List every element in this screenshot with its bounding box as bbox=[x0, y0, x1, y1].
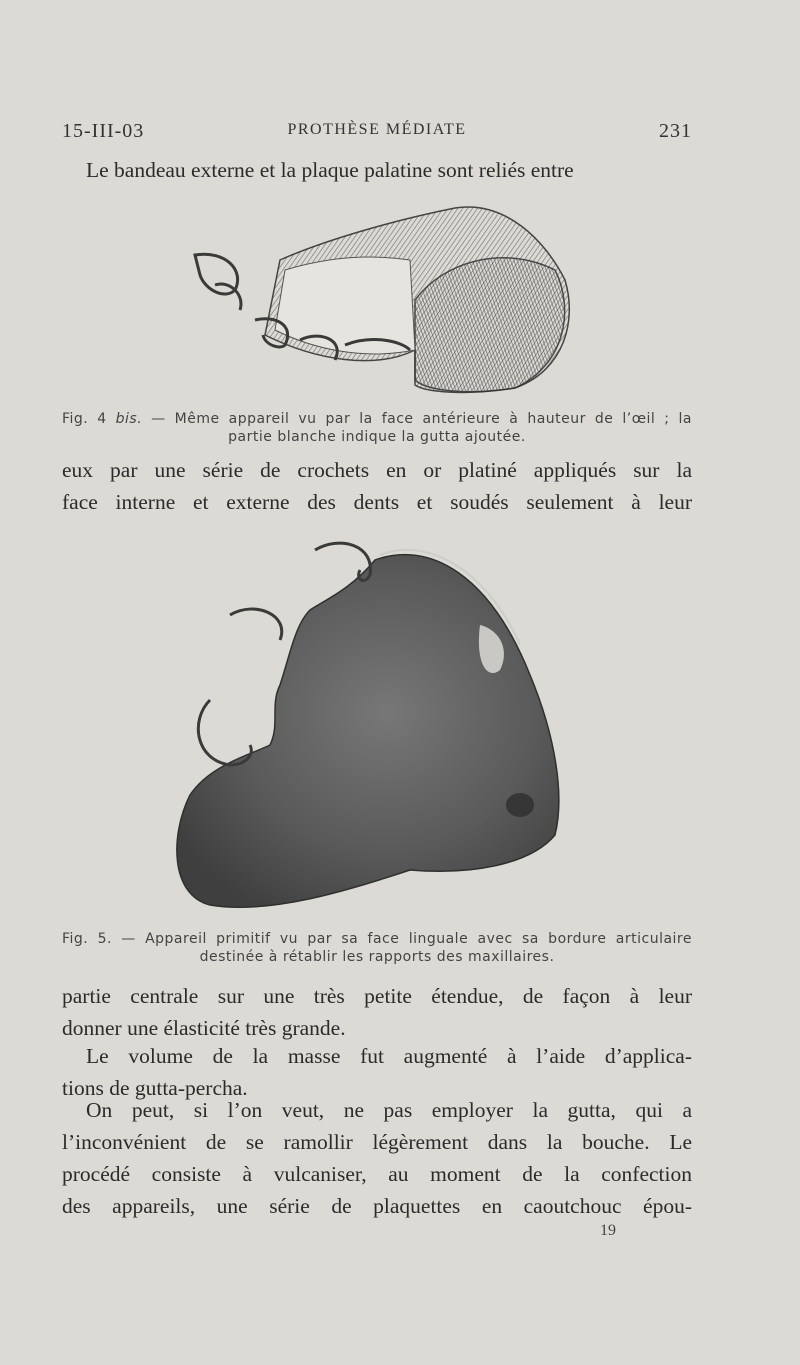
text-line: donner une élasticité très grande. bbox=[62, 1016, 346, 1040]
text-line: l’inconvénient de se ramollir légèrement dans la bouche. Le bbox=[62, 1130, 692, 1154]
figure-4bis-caption bbox=[62, 410, 692, 446]
text-line: face interne et externe des dents et soudés seulement à leur bbox=[62, 490, 692, 514]
text-line: Le volume de la masse fut augmenté à l’aide d’applica- bbox=[86, 1044, 692, 1068]
caption-text: — Appareil primitif vu par sa face linguale avec sa bordure articulaire bbox=[111, 931, 692, 947]
paragraph-5 bbox=[62, 1094, 692, 1222]
figure-5-illustration bbox=[170, 535, 570, 920]
paragraph-3 bbox=[62, 980, 692, 1044]
text-line: tions de gutta-percha. bbox=[62, 1076, 248, 1100]
caption-label-em: bis. bbox=[115, 411, 143, 427]
text-line: Le bandeau externe et la plaque palatine sont reliés entre bbox=[86, 158, 574, 182]
text-line: des appareils, une série de plaquettes en caoutchouc épou- bbox=[62, 1194, 692, 1218]
appliance-side-view bbox=[185, 200, 575, 400]
figure-4bis-illustration bbox=[185, 200, 575, 405]
text-line: On peut, si l’on veut, ne pas employer la gutta, qui a bbox=[86, 1098, 692, 1122]
signature-mark: 19 bbox=[600, 1222, 616, 1239]
header-date: 15-III-03 bbox=[62, 120, 145, 142]
header-title: PROTHÈSE MÉDIATE bbox=[287, 121, 467, 138]
running-header bbox=[62, 120, 692, 146]
text-line: procédé consiste à vulcaniser, au moment de la confection bbox=[62, 1162, 692, 1186]
figure-5-caption bbox=[62, 930, 692, 966]
paragraph-2 bbox=[62, 454, 692, 518]
appliance-lingual-view bbox=[170, 535, 570, 915]
caption-label: Fig. 4 bbox=[62, 411, 116, 427]
caption-text: partie blanche indique la gutta ajoutée. bbox=[228, 429, 526, 445]
text-line: eux par une série de crochets en or platiné appliqués sur la bbox=[62, 458, 692, 482]
page-number: 231 bbox=[659, 120, 692, 142]
caption-text: destinée à rétablir les rapports des maxillaires. bbox=[199, 949, 555, 965]
caption-label: Fig. 5. bbox=[62, 931, 112, 947]
caption-text: — Même appareil vu par la face antérieure à hauteur de l’œil ; la bbox=[142, 411, 692, 427]
paragraph-1 bbox=[62, 154, 692, 186]
text-line: partie centrale sur une très petite étendue, de façon à leur bbox=[62, 984, 692, 1008]
